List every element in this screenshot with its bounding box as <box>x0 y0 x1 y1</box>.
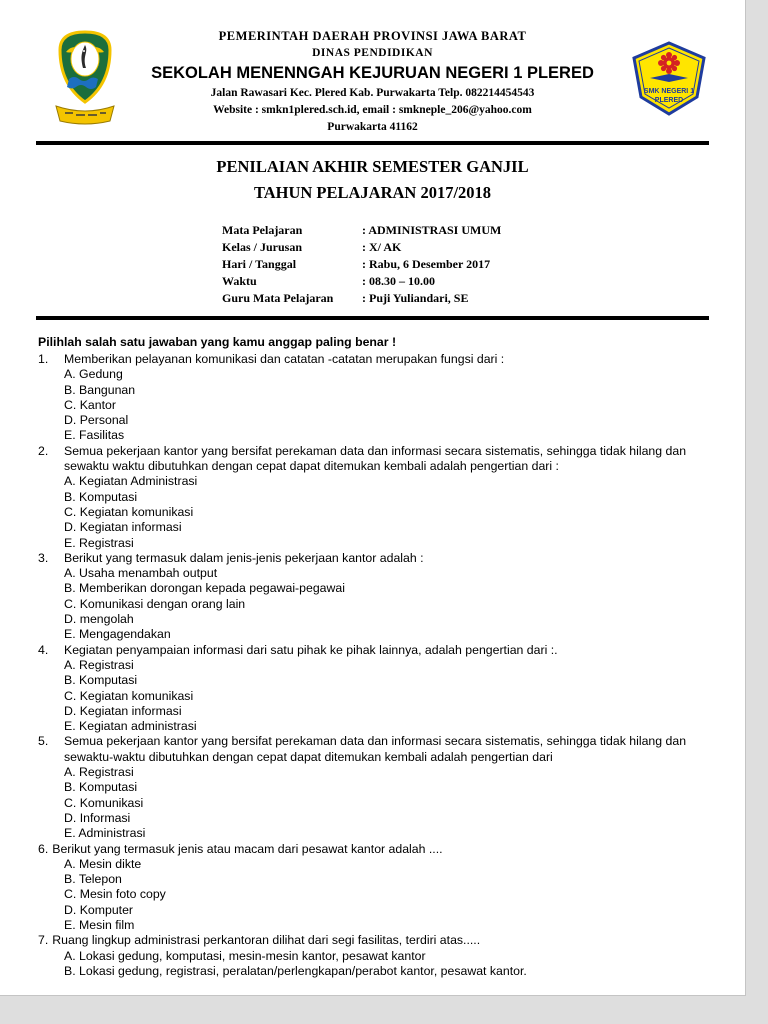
options-list <box>38 367 717 443</box>
meta-value: : 08.30 – 10.00 <box>362 274 435 288</box>
question-text <box>38 842 717 857</box>
question-number: 5. <box>38 734 49 749</box>
question-body: Semua pekerjaan kantor yang bersifat perekaman data dan informasi secara sistematis, sehingga tidak hilang dan sewaktu-waktu dibutuhkan dengan cepat dapat ditemukan kembali adalah pengertian dari <box>64 734 687 764</box>
meta-value: : Rabu, 6 Desember 2017 <box>362 257 491 271</box>
question-number: 2. <box>38 443 49 458</box>
question-text <box>38 933 717 948</box>
option: A. Kegiatan Administrasi <box>64 474 198 489</box>
question-text <box>38 734 717 765</box>
meta-label: Hari / Tanggal <box>222 257 297 271</box>
option: A. Mesin dikte <box>64 856 142 871</box>
letterhead-divider <box>36 141 709 145</box>
question <box>38 933 717 979</box>
question-text <box>38 352 717 367</box>
question-text <box>38 551 717 566</box>
option: C. Komunikasi <box>64 795 144 810</box>
options-list <box>38 857 717 933</box>
government-line: PEMERINTAH DAERAH PROVINSI JAWA BARAT <box>218 29 527 43</box>
smk-plered-school-logo <box>628 40 710 118</box>
exam-title <box>0 154 745 206</box>
question-body: Ruang lingkup administrasi perkantoran dilihat dari segi fasilitas, terdiri atas..... <box>52 933 481 948</box>
options-list <box>38 949 717 980</box>
question-number: 6. <box>38 841 49 856</box>
question <box>38 551 717 643</box>
instruction: Pilihlah salah satu jawaban yang kamu anggap paling benar ! <box>38 335 397 349</box>
school-logo-text-line2: PLERED <box>654 97 684 104</box>
option: B. Bangunan <box>64 382 136 397</box>
question-number: 3. <box>38 550 49 565</box>
school-logo-text-line1: SMK NEGERI 1 <box>643 88 695 95</box>
meta-table <box>222 222 745 307</box>
meta-label: Kelas / Jurusan <box>222 240 303 254</box>
meta-label: Waktu <box>222 274 257 288</box>
option: A. Lokasi gedung, komputasi, mesin-mesin kantor, pesawat kantor <box>64 948 426 963</box>
meta-divider <box>36 316 709 320</box>
option: B. Telepon <box>64 872 122 887</box>
question-list <box>38 352 717 979</box>
option: E. Mesin film <box>64 917 135 932</box>
jawa-barat-provincial-logo <box>52 28 118 128</box>
question-text <box>38 444 717 475</box>
question <box>38 734 717 841</box>
question <box>38 352 717 444</box>
option: E. Registrasi <box>64 535 134 550</box>
letterhead <box>0 0 745 135</box>
option: D. Personal <box>64 413 129 428</box>
option: E. Fasilitas <box>64 428 125 443</box>
question-number: 7. <box>38 933 49 948</box>
question-body: Semua pekerjaan kantor yang bersifat perekaman data dan informasi secara sistematis, sehingga tidak hilang dan sewaktu waktu dibutuhkan dengan cepat dapat ditemukan kembali adalah pengertian dari : <box>64 443 687 474</box>
option: B. Komputasi <box>64 780 138 795</box>
option: A. Usaha menambah output <box>64 566 218 581</box>
question-body: Memberikan pelayanan komunikasi dan catatan -catatan merupakan fungsi dari : <box>64 352 505 366</box>
option: D. Informasi <box>64 810 131 825</box>
option: C. Kantor <box>64 397 116 412</box>
options-list <box>38 658 717 734</box>
option: C. Komunikasi dengan orang lain <box>64 596 246 611</box>
option: C. Kegiatan komunikasi <box>64 504 194 519</box>
options-list <box>38 566 717 642</box>
exam-title-line2: TAHUN PELAJARAN 2017/2018 <box>253 183 492 202</box>
option: B. Komputasi <box>64 673 138 688</box>
meta-label: Mata Pelajaran <box>222 223 303 237</box>
meta-row <box>222 273 745 290</box>
meta-label: Guru Mata Pelajaran <box>222 291 334 305</box>
website-email: Website : smkn1plered.sch.id, email : smkneple_206@yahoo.com <box>213 104 532 116</box>
option: E. Mengagendakan <box>64 627 171 642</box>
option: A. Registrasi <box>64 657 134 672</box>
meta-value: : Puji Yuliandari, SE <box>362 291 469 305</box>
option: B. Lokasi gedung, registrasi, peralatan/perlengkapan/perabot kantor, pesawat kantor. <box>64 963 527 978</box>
option: A. Gedung <box>64 367 123 382</box>
options-list <box>38 474 717 550</box>
department-line: DINAS PENDIDIKAN <box>312 47 433 59</box>
question-body: Berikut yang termasuk jenis atau macam dari pesawat kantor adalah .... <box>52 841 443 856</box>
question-text <box>38 643 717 658</box>
exam-title-line1: PENILAIAN AKHIR SEMESTER GANJIL <box>216 157 529 176</box>
question-body: Berikut yang termasuk dalam jenis-jenis pekerjaan kantor adalah : <box>64 550 424 565</box>
question <box>38 643 717 735</box>
question-number: 1. <box>38 352 49 366</box>
school-address: Jalan Rawasari Kec. Plered Kab. Purwakarta Telp. 082214454543 <box>210 87 535 99</box>
school-name: SEKOLAH MENENNGAH KEJURUAN NEGERI 1 PLERED <box>151 64 594 82</box>
option: D. Kegiatan informasi <box>64 703 182 718</box>
question <box>38 842 717 934</box>
option: E. Kegiatan administrasi <box>64 719 197 734</box>
option: C. Mesin foto copy <box>64 887 166 902</box>
option: B. Memberikan dorongan kepada pegawai-pegawai <box>64 581 345 596</box>
question-number: 4. <box>38 642 49 657</box>
meta-row <box>222 290 745 307</box>
options-list <box>38 765 717 841</box>
meta-row <box>222 222 745 239</box>
meta-row <box>222 256 745 273</box>
option: A. Registrasi <box>64 765 134 780</box>
question-body: Kegiatan penyampaian informasi dari satu pihak ke pihak lainnya, adalah pengertian dari :. <box>64 642 558 657</box>
option: D. Kegiatan informasi <box>64 520 182 535</box>
option: B. Komputasi <box>64 489 138 504</box>
meta-row <box>222 239 745 256</box>
city-postal-code: Purwakarta 41162 <box>327 121 418 133</box>
meta-value: : ADMINISTRASI UMUM <box>362 223 502 237</box>
option: D. mengolah <box>64 612 134 627</box>
option: C. Kegiatan komunikasi <box>64 688 194 703</box>
option: E. Administrasi <box>64 826 146 841</box>
option: D. Komputer <box>64 902 134 917</box>
meta-value: : X/ AK <box>362 240 402 254</box>
question <box>38 444 717 551</box>
